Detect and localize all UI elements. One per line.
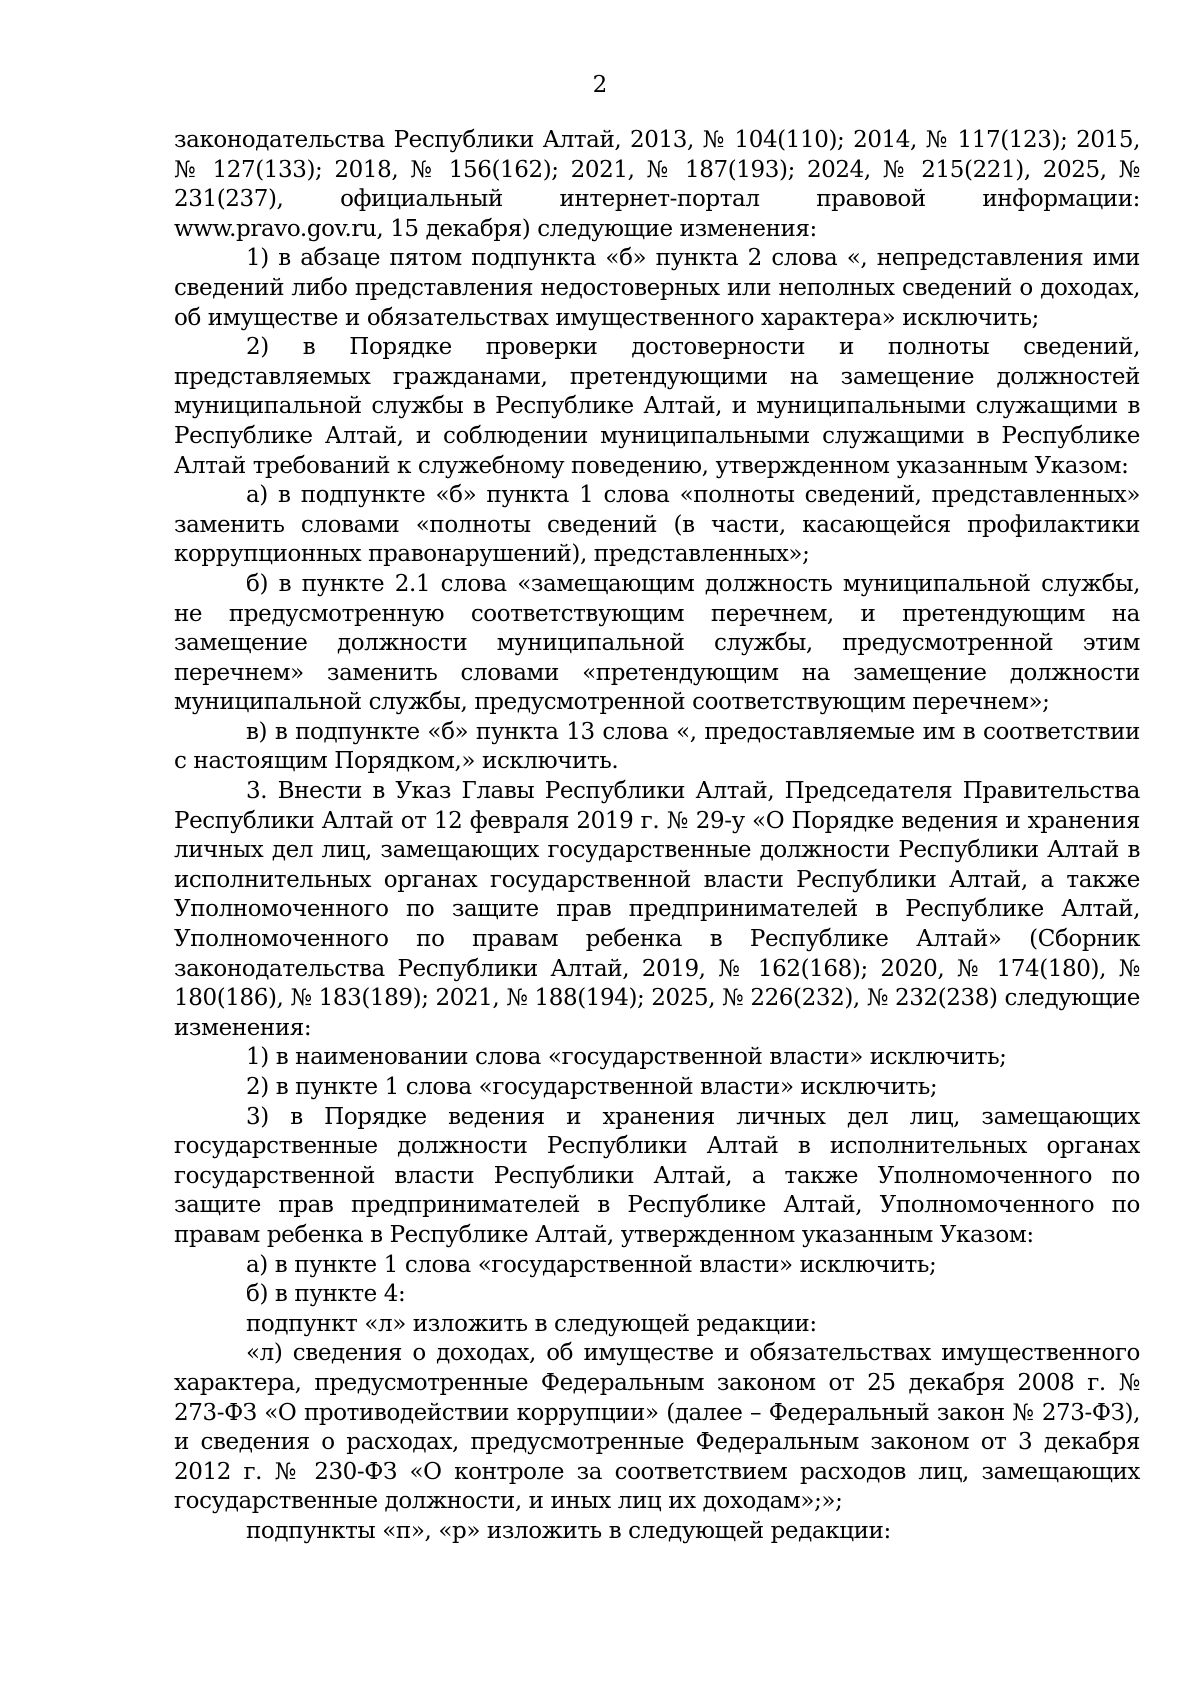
page-number: 2: [592, 72, 608, 98]
paragraph: законодательства Республики Алтай, 2013, № 104(110); 2014, № 117(123); 2015, № 127(133); 2018, № 156(162); 2021, № 187(193); 2024, № 215(221), 2025, № 231(237), официальный интернет-портал правовой информации: www.pravo.gov.ru, 15 декабря) следующие изменения:: [174, 127, 1140, 242]
paragraph: подпункты «п», «р» изложить в следующей редакции:: [246, 1517, 891, 1544]
paragraph: 3) в Порядке ведения и хранения личных дел лиц, замещающих государственные должности Республики Алтай в исполнительных органах государственной власти Республики Алтай, а также Уполномоченного по защите прав предпринимателей в Республике Алтай, Уполномоченного по правам ребенка в Республике Алтай, утвержденном указанным Указом:: [174, 1103, 1140, 1248]
paragraph: б) в пункте 2.1 слова «замещающим должность муниципальной службы, не предусмотренную соответствующим перечнем, и претендующим на замещение должности муниципальной службы, предусмотренной этим перечнем» заменить словами «претендующим на замещение должности муниципальной службы, предусмотренной соответствующим перечнем»;: [174, 570, 1140, 716]
paragraph: б) в пункте 4:: [246, 1281, 406, 1308]
paragraph: 3. Внести в Указ Главы Республики Алтай, Председателя Правительства Республики Алтай от 12 февраля 2019 г. № 29-у «О Порядке ведения и хранения личных дел лиц, замещающих государственные должности Республики Алтай в исполнительных органах государственной власти Республики Алтай, а также Уполномоченного по защите прав предпринимателей в Республике Алтай, Уполномоченного по правам ребенка в Республике Алтай» (Сборник законодательства Республики Алтай, 2019, № 162(168); 2020, № 174(180), № 180(186), № 183(189); 2021, № 188(194); 2025, № 226(232), № 232(238) следующие изменения:: [174, 778, 1140, 1041]
paragraph: а) в подпункте «б» пункта 1 слова «полноты сведений, представленных» заменить словами «полноты сведений (в части, касающейся профилактики коррупционных правонарушений), представленных»;: [174, 482, 1140, 568]
paragraph: 2) в пункте 1 слова «государственной власти» исключить;: [246, 1074, 938, 1100]
paragraph: 1) в наименовании слова «государственной власти» исключить;: [246, 1044, 1007, 1071]
document-body: [174, 126, 1140, 1547]
paragraph: подпункт «л» изложить в следующей редакции:: [246, 1310, 817, 1337]
paragraph: 2) в Порядке проверки достоверности и полноты сведений, представляемых гражданами, претендующими на замещение должностей муниципальной службы в Республике Алтай, и муниципальными служащими в Республике Алтай, и соблюдении муниципальными служащими в Республике Алтай требований к служебному поведению, утвержденном указанным Указом:: [174, 334, 1140, 479]
paragraph: 1) в абзаце пятом подпункта «б» пункта 2 слова «, непредставления ими сведений либо представления недостоверных или неполных сведений о доходах, об имуществе и обязательствах имущественного характера» исключить;: [174, 245, 1140, 331]
paragraph: «л) сведения о доходах, об имуществе и обязательствах имущественного характера, предусмотренные Федеральным законом от 25 декабря 2008 г. № 273-ФЗ «О противодействии коррупции» (далее – Федеральный закон № 273-ФЗ), и сведения о расходах, предусмотренные Федеральным законом от 3 декабря 2012 г. № 230-ФЗ «О контроле за соответствием расходов лиц, замещающих государственные должности, и иных лиц их доходам»;»;: [174, 1340, 1140, 1515]
paragraph: в) в подпункте «б» пункта 13 слова «, предоставляемые им в соответствии с настоящим Порядком,» исключить.: [174, 718, 1140, 775]
paragraph: а) в пункте 1 слова «государственной власти» исключить;: [246, 1251, 937, 1278]
